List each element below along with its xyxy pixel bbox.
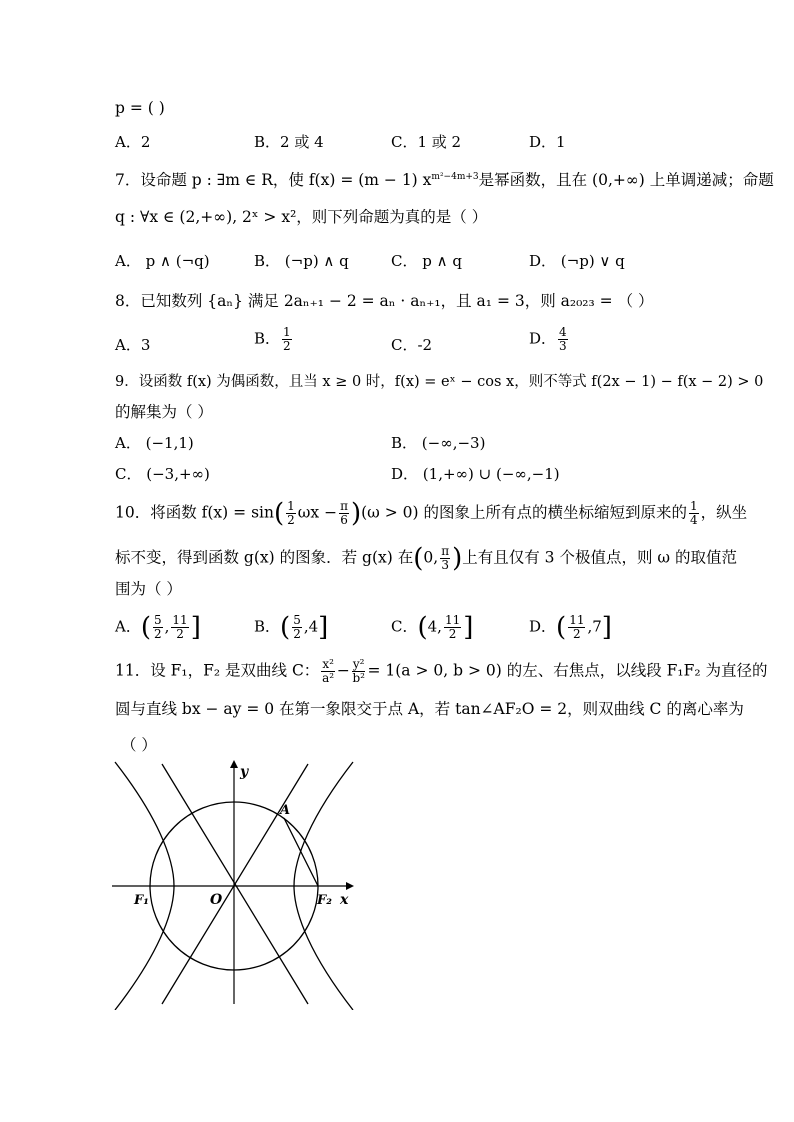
q8-option-b: B． $\frac{1}{2}$ xyxy=(254,325,291,353)
y-axis-arrow xyxy=(230,760,238,768)
q6-option-c: C．1 或 2 xyxy=(391,133,462,151)
label-f2: F₂ xyxy=(317,893,332,908)
q7-option-c: C． p ∧ q xyxy=(391,252,462,270)
fraction: $\frac{1}{2}$ xyxy=(287,499,295,527)
q10-option-a: A．( $\frac{5}{2}$ , $\frac{11}{2}$ ] xyxy=(115,612,201,643)
fraction: $\frac{\pi}{3}$ xyxy=(441,544,450,572)
q7-line1 xyxy=(115,166,774,191)
fraction: $\frac{11}{2}$ xyxy=(444,613,461,641)
q11-line1: 11．设 F₁，F₂ 是双曲线 C： $\frac{\text{x²}}{\text{a²}}$ − $\frac{\text{y²}}{\text{b²}}$ = 1(a > 0, b > 0) 的左、右焦点，以线段 F₁F₂ 为直径的 xyxy=(115,657,768,685)
fraction: $\frac{5}{2}$ xyxy=(154,613,162,641)
label-x: x xyxy=(340,892,349,908)
q8-option-c: C．-2 xyxy=(391,336,433,354)
q8-option-a: A．3 xyxy=(115,336,151,354)
fraction: $\frac{\pi}{6}$ xyxy=(340,499,348,527)
fraction: $\frac{11}{2}$ xyxy=(569,613,585,641)
q7-line1-a: 7．设命题 p : ∃m ∈ R，使 f(x) = (m − 1) x xyxy=(115,171,432,190)
q6-tail: p = ( ) xyxy=(115,99,165,117)
q10-line1: 10．将函数 f(x) = sin( $\frac{1}{2}$ ωx − $\frac{\pi}{6}$ )(ω > 0) 的图象上所有点的横坐标缩短到原来的 $\frac{1}{4}$ ，纵坐 xyxy=(115,498,748,529)
q7-option-b: B． (¬p) ∧ q xyxy=(254,252,349,270)
q9-line2: 的解集为（ ） xyxy=(115,403,213,421)
q10-option-b: B．( $\frac{5}{2}$ ,4] xyxy=(254,612,329,643)
q11-line2: 圆与直线 bx − ay = 0 在第一象限交于点 A，若 tan∠AF₂O = 2，则双曲线 C 的离心率为 xyxy=(115,700,744,718)
fraction: $\frac{4}{3}$ xyxy=(559,325,567,353)
q7-line1-b: 是幂函数，且在 (0,+∞) 上单调递减；命题 xyxy=(478,171,774,190)
q9-line1: 9．设函数 f(x) 为偶函数，且当 x ≥ 0 时，f(x) = eˣ − cos x，则不等式 f(2x − 1) − f(x − 2) > 0 xyxy=(115,374,764,390)
q6-option-d: D．1 xyxy=(529,133,566,151)
label-f1: F₁ xyxy=(134,893,149,908)
q10-option-d: D．( $\frac{11}{2}$ ,7] xyxy=(529,612,612,643)
q6-option-a: A．2 xyxy=(115,133,151,151)
q8-option-d: D． $\frac{4}{3}$ xyxy=(529,325,567,353)
q8-line1: 8．已知数列 {aₙ} 满足 2aₙ₊₁ − 2 = aₙ · aₙ₊₁，且 a₁ = 3，则 a₂₀₂₃ = （ ） xyxy=(115,292,654,310)
fraction: $\frac{11}{2}$ xyxy=(172,613,188,641)
label-y: y xyxy=(240,764,249,780)
q9-option-a: A． (−1,1) xyxy=(115,434,194,452)
q10-option-c: C．(4, $\frac{11}{2}$ ] xyxy=(391,612,474,643)
label-a: A xyxy=(280,803,291,818)
q11-line3: （ ） xyxy=(121,736,157,754)
label-o: O xyxy=(210,892,223,908)
q9-option-c: C． (−3,+∞) xyxy=(115,465,210,483)
q6-option-b: B．2 或 4 xyxy=(254,133,324,151)
x-axis-arrow xyxy=(346,882,354,890)
fraction: $\frac{1}{2}$ xyxy=(283,325,291,353)
fraction: $\frac{\text{x²}}{\text{a²}}$ xyxy=(322,657,335,685)
q9-option-d: D． (1,+∞) ∪ (−∞,−1) xyxy=(391,465,560,483)
q10-line2: 标不变，得到函数 g(x) 的图象．若 g(x) 在(0, $\frac{\pi}{3}$ )上有且仅有 3 个极值点，则 ω 的取值范 xyxy=(115,543,737,574)
q9-option-b: B． (−∞,−3) xyxy=(391,434,486,452)
q7-option-a: A． p ∧ (¬q) xyxy=(115,252,210,270)
q7-line2: q : ∀x ∈ (2,+∞), 2ˣ > x²，则下列命题为真的是（ ） xyxy=(115,208,488,226)
fraction: $\frac{5}{2}$ xyxy=(293,613,301,641)
q7-option-d: D． (¬p) ∨ q xyxy=(529,252,625,270)
fraction: $\frac{\text{y²}}{\text{b²}}$ xyxy=(352,657,365,685)
q7-exponent: m²−4m+3 xyxy=(431,172,479,182)
q10-line3: 围为（ ） xyxy=(115,580,182,598)
fraction: $\frac{1}{4}$ xyxy=(689,499,698,527)
segment-af2 xyxy=(284,818,318,886)
hyperbola-figure xyxy=(112,758,362,1010)
